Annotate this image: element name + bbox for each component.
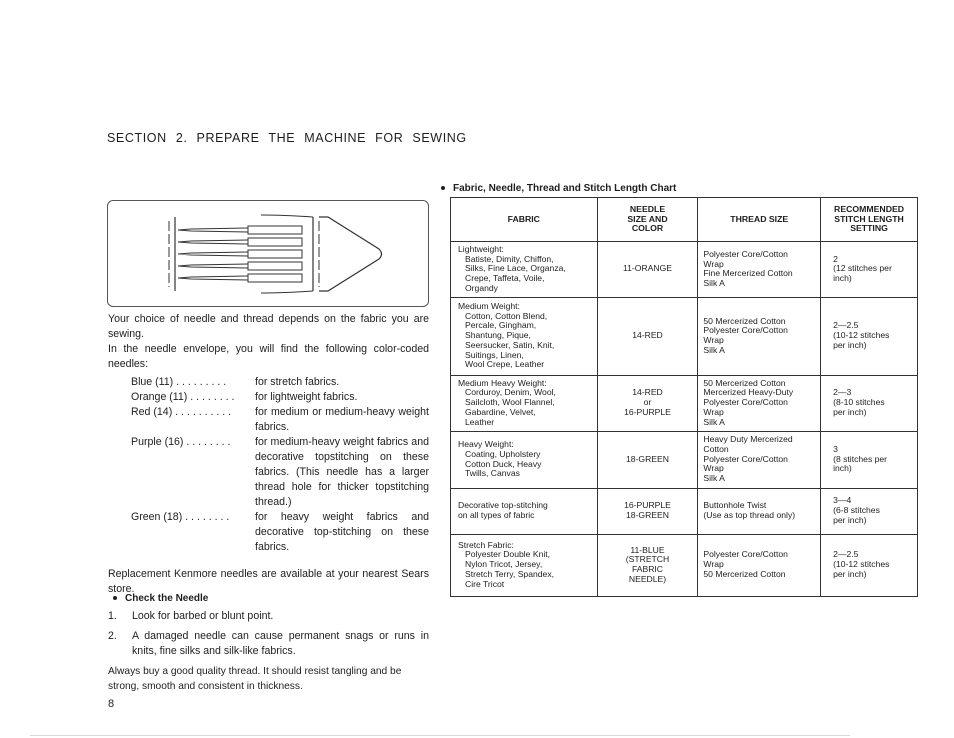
fabric-category: Lightweight: — [458, 244, 504, 254]
fabric-category: Medium Weight: — [458, 301, 520, 312]
thread-cell: Heavy Duty Mercerized Cotton Polyester Core/Cotton Wrap Silk A — [698, 431, 821, 488]
fabric-types: Coating, Upholstery Cotton Duck, Heavy Twills, Canvas — [465, 448, 542, 479]
table-row — [451, 375, 918, 431]
fabric-cell — [451, 297, 598, 375]
needle-cell: 16-PURPLE 18-GREEN — [597, 488, 698, 534]
fabric-cell — [451, 488, 598, 534]
fabric-category: Decorative top-stitching on all types of fabric — [458, 500, 548, 521]
table-row — [451, 242, 918, 298]
needle-cell: 11-BLUE (STRETCH FABRIC NEEDLE) — [597, 534, 698, 596]
thread-cell: Polyester Core/Cotton Wrap 50 Mercerized Cotton — [698, 534, 821, 596]
needle-use-text: for medium-heavy weight fabrics and decorative topstitching on these fabrics. (This needle has a larger thread hole for thicker topstitching thread.) — [255, 436, 429, 508]
bullet-icon — [113, 596, 117, 600]
bullet-icon — [441, 186, 445, 190]
table-header-row — [451, 198, 918, 242]
column-header-fabric: FABRIC — [451, 198, 598, 242]
thread-cell: 50 Mercerized Cotton Polyester Core/Cotton Wrap Silk A — [698, 297, 821, 375]
item-number: 1. — [108, 610, 117, 622]
stitch-length-cell: 2—3 (8-10 stitches per inch) — [821, 375, 918, 431]
fabric-category: Heavy Weight: — [458, 439, 514, 450]
thread-cell: 50 Mercerized Cotton Mercerized Heavy-Duty Polyester Core/Cotton Wrap Silk A — [698, 375, 821, 431]
list-item — [108, 390, 429, 405]
intro-paragraph-1: Your choice of needle and thread depends on the fabric you are sewing. — [108, 313, 429, 340]
fabric-needle-thread-chart — [450, 197, 918, 597]
needle-use-text: for heavy weight fabrics and decorative top-stitching on these fabrics. — [255, 511, 429, 553]
page-edge-divider — [30, 735, 850, 736]
fabric-cell — [451, 375, 598, 431]
fabric-cell — [451, 242, 598, 298]
table-row — [451, 297, 918, 375]
chart-title-text: Fabric, Needle, Thread and Stitch Length Chart — [453, 183, 677, 194]
item-text: A damaged needle can cause permanent snags or runs in knits, fine silks and silk-like fabrics. — [132, 630, 429, 657]
item-number: 2. — [108, 630, 117, 642]
stitch-length-cell: 3—4 (6-8 stitches per inch) — [821, 488, 918, 534]
fabric-types: Batiste, Dimity, Chiffon, Silks, Fine Lace, Organza, Crepe, Taffeta, Voile, Organdy — [465, 253, 566, 293]
list-item — [108, 629, 429, 659]
list-item — [108, 375, 429, 390]
stitch-length-cell: 3 (8 stitches per inch) — [821, 431, 918, 488]
stitch-length-cell: 2—2.5 (10-12 stitches per inch) — [821, 297, 918, 375]
stitch-length-cell: 2 (12 stitches per inch) — [821, 242, 918, 298]
thread-quality-note: Always buy a good quality thread. It should resist tangling and be strong, smooth and consistent in thickness. — [108, 666, 402, 692]
needle-envelope-illustration — [107, 200, 429, 307]
check-needle-list — [108, 609, 429, 664]
stitch-length-cell: 2—2.5 (10-12 stitches per inch) — [821, 534, 918, 596]
fabric-cell — [451, 534, 598, 596]
needle-color-label: Purple (16) . . . . . . . . — [131, 436, 231, 448]
needle-color-label: Red (14) . . . . . . . . . . — [131, 406, 232, 418]
fabric-types: Polyester Double Knit, Nylon Tricot, Jersey, Stretch Terry, Spandex, Cire Tricot — [465, 549, 555, 589]
thread-cell: Polyester Core/Cotton Wrap Fine Mercerized Cotton Silk A — [698, 242, 821, 298]
item-text: Look for barbed or blunt point. — [132, 610, 274, 622]
needle-use-text: for lightweight fabrics. — [255, 391, 358, 403]
replacement-note: Replacement Kenmore needles are available at your nearest Sears store. — [108, 568, 429, 595]
needle-color-label: Blue (11) . . . . . . . . . — [131, 376, 227, 388]
list-item — [108, 609, 429, 624]
fabric-types: Corduroy, Denim, Wool, Sailcloth, Wool Flannel, Gabardine, Velvet, Leather — [465, 387, 556, 427]
fabric-category: Stretch Fabric: — [458, 539, 514, 550]
table-row — [451, 488, 918, 534]
check-needle-heading — [113, 593, 208, 604]
fabric-category: Medium Heavy Weight: — [458, 377, 547, 388]
list-item — [108, 405, 429, 435]
chart-title — [441, 183, 676, 194]
table-row — [451, 534, 918, 596]
needle-color-label: Green (18) . . . . . . . . — [131, 511, 230, 523]
needle-cell: 14-RED or 16-PURPLE — [597, 375, 698, 431]
needle-guide-text — [108, 312, 429, 597]
section-title: SECTION 2. PREPARE THE MACHINE FOR SEWING — [107, 131, 467, 145]
table-row — [451, 431, 918, 488]
intro-paragraph-2: In the needle envelope, you will find the following color-coded needles: — [108, 343, 429, 370]
needle-color-label: Orange (11) . . . . . . . . — [131, 391, 235, 403]
thread-cell: Buttonhole Twist (Use as top thread only) — [698, 488, 821, 534]
column-header-length: RECOMMENDED STITCH LENGTH SETTING — [821, 198, 918, 242]
fabric-cell — [451, 431, 598, 488]
needle-pack-icon — [163, 207, 433, 301]
check-needle-title: Check the Needle — [125, 593, 209, 604]
needle-cell: 14-RED — [597, 297, 698, 375]
needle-use-text: for stretch fabrics. — [255, 376, 340, 388]
needle-cell: 11-ORANGE — [597, 242, 698, 298]
needle-cell: 18-GREEN — [597, 431, 698, 488]
page-number: 8 — [108, 698, 115, 710]
list-item — [108, 510, 429, 555]
list-item — [108, 435, 429, 510]
fabric-types: Cotton, Cotton Blend, Percale, Gingham, Shantung, Pique, Seersucker, Satin, Knit, Suitings, Linen, Wool Crepe, Leather — [465, 310, 555, 370]
needle-use-text: for medium or medium-heavy weight fabrics. — [255, 406, 429, 433]
column-header-thread: THREAD SIZE — [698, 198, 821, 242]
column-header-needle: NEEDLE SIZE AND COLOR — [597, 198, 698, 242]
needle-color-list — [108, 375, 429, 555]
